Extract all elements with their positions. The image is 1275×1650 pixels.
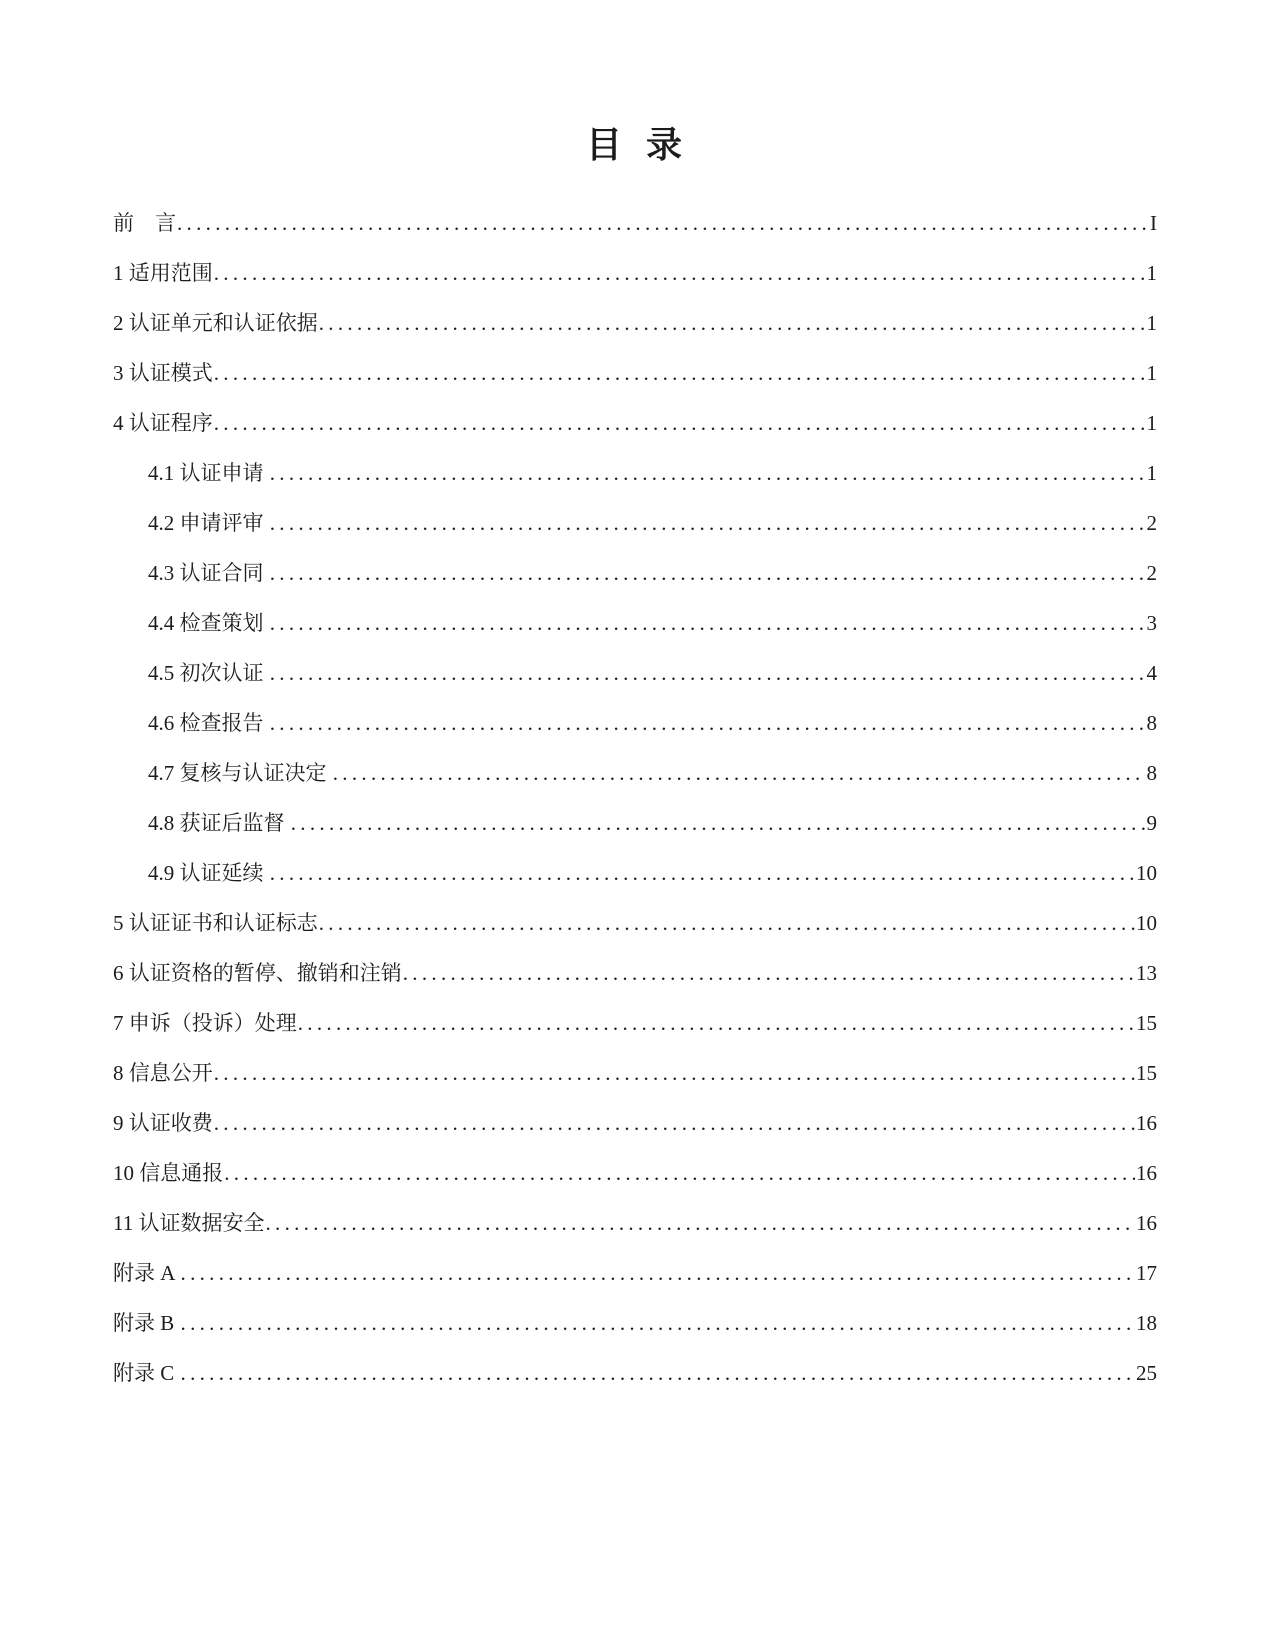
- dot-leader: [319, 298, 1146, 348]
- toc-entry[interactable]: [113, 1048, 1157, 1098]
- toc-entry-label: 3 认证模式: [113, 361, 213, 385]
- dot-leader: [403, 948, 1135, 998]
- dot-leader: [270, 448, 1146, 498]
- toc-entry[interactable]: [113, 498, 1157, 548]
- toc-entry[interactable]: [113, 548, 1157, 598]
- toc-entry[interactable]: [113, 1098, 1157, 1148]
- toc-entry-page-number: 16: [1136, 1111, 1157, 1135]
- toc-entry-label: 1 适用范围: [113, 261, 213, 285]
- toc-entry[interactable]: [113, 1148, 1157, 1198]
- dot-leader: [177, 198, 1149, 248]
- toc-entry-page-number: 16: [1136, 1211, 1157, 1235]
- toc-entry[interactable]: [113, 848, 1157, 898]
- toc-entry-page-number: 4: [1146, 661, 1157, 685]
- dot-leader: [181, 1248, 1135, 1298]
- toc-entry[interactable]: [113, 1348, 1157, 1398]
- toc-entry[interactable]: [113, 998, 1157, 1048]
- toc-entry-page-number: 18: [1136, 1311, 1157, 1335]
- toc-entry-page-number: 2: [1146, 561, 1157, 585]
- toc-entry[interactable]: [113, 448, 1157, 498]
- toc-entry-page-number: 10: [1136, 911, 1157, 935]
- toc-entry[interactable]: [113, 298, 1157, 348]
- dot-leader: [181, 1298, 1135, 1348]
- dot-leader: [291, 798, 1146, 848]
- toc-entry-page-number: 15: [1136, 1061, 1157, 1085]
- toc-entry-label: 前 言: [113, 211, 176, 235]
- dot-leader: [270, 848, 1135, 898]
- toc-entry[interactable]: [113, 1248, 1157, 1298]
- toc-entry-label: 4.4 检查策划: [148, 611, 269, 635]
- toc-entry-label: 10 信息通报: [113, 1161, 224, 1185]
- toc-entry[interactable]: [113, 698, 1157, 748]
- toc-entry-label: 4.5 初次认证: [148, 661, 269, 685]
- toc-entry-label: 4.9 认证延续: [148, 861, 269, 885]
- dot-leader: [224, 1148, 1135, 1198]
- toc-entry[interactable]: [113, 348, 1157, 398]
- toc-entry-page-number: 16: [1136, 1161, 1157, 1185]
- toc-entry-page-number: 1: [1146, 461, 1157, 485]
- toc-entry-page-number: 9: [1146, 811, 1157, 835]
- toc-entry-label: 4.3 认证合同: [148, 561, 269, 585]
- toc-entry-page-number: 2: [1146, 511, 1157, 535]
- toc-entry-page-number: 17: [1136, 1261, 1157, 1285]
- toc-entry[interactable]: [113, 1198, 1157, 1248]
- toc-entry-page-number: 1: [1146, 261, 1157, 285]
- toc-entry-page-number: 8: [1146, 711, 1157, 735]
- toc-entry[interactable]: [113, 798, 1157, 848]
- toc-entry-page-number: 15: [1136, 1011, 1157, 1035]
- dot-leader: [214, 1048, 1135, 1098]
- toc-entry-label: 附录 B: [113, 1311, 180, 1335]
- toc-entry-page-number: I: [1150, 211, 1157, 235]
- toc-entry-page-number: 1: [1146, 311, 1157, 335]
- dot-leader: [319, 898, 1135, 948]
- dot-leader: [214, 248, 1146, 298]
- dot-leader: [270, 498, 1146, 548]
- toc-entry-label: 7 申诉（投诉）处理: [113, 1011, 297, 1035]
- toc-entry[interactable]: [113, 198, 1157, 248]
- toc-entry-label: 5 认证证书和认证标志: [113, 911, 318, 935]
- dot-leader: [333, 748, 1146, 798]
- toc-entry-page-number: 1: [1146, 361, 1157, 385]
- toc-entry-label: 4.1 认证申请: [148, 461, 269, 485]
- toc-entry[interactable]: [113, 898, 1157, 948]
- dot-leader: [270, 648, 1146, 698]
- dot-leader: [214, 348, 1146, 398]
- toc-entry-label: 附录 C: [113, 1361, 180, 1385]
- toc-entry[interactable]: [113, 398, 1157, 448]
- toc-entry-label: 2 认证单元和认证依据: [113, 311, 318, 335]
- dot-leader: [298, 998, 1135, 1048]
- toc-entry[interactable]: [113, 1298, 1157, 1348]
- toc-entry-label: 4.7 复核与认证决定: [148, 761, 332, 785]
- toc-entry-label: 4.2 申请评审: [148, 511, 269, 535]
- toc-entry-page-number: 8: [1146, 761, 1157, 785]
- toc-entry-label: 4 认证程序: [113, 411, 213, 435]
- toc-entry[interactable]: [113, 648, 1157, 698]
- toc-entry-label: 6 认证资格的暂停、撤销和注销: [113, 961, 402, 985]
- toc-entry-page-number: 25: [1136, 1361, 1157, 1385]
- toc-entry[interactable]: [113, 948, 1157, 998]
- toc-entry[interactable]: [113, 598, 1157, 648]
- toc-entry-label: 9 认证收费: [113, 1111, 213, 1135]
- toc-entry-page-number: 13: [1136, 961, 1157, 985]
- toc-entry-label: 8 信息公开: [113, 1061, 213, 1085]
- dot-leader: [270, 598, 1146, 648]
- dot-leader: [181, 1348, 1135, 1398]
- toc-entry[interactable]: [113, 248, 1157, 298]
- toc-entry-page-number: 10: [1136, 861, 1157, 885]
- page-title: 目 录: [585, 125, 684, 165]
- toc-entry-label: 11 认证数据安全: [113, 1211, 265, 1235]
- dot-leader: [214, 1098, 1135, 1148]
- toc-entry-label: 4.6 检查报告: [148, 711, 269, 735]
- toc-list: [113, 198, 1157, 1398]
- toc-entry[interactable]: [113, 748, 1157, 798]
- toc-entry-label: 附录 A: [113, 1261, 180, 1285]
- dot-leader: [265, 1198, 1135, 1248]
- toc-entry-page-number: 3: [1146, 611, 1157, 635]
- dot-leader: [214, 398, 1146, 448]
- dot-leader: [270, 698, 1146, 748]
- toc-entry-page-number: 1: [1146, 411, 1157, 435]
- toc-entry-label: 4.8 获证后监督: [148, 811, 290, 835]
- dot-leader: [270, 548, 1146, 598]
